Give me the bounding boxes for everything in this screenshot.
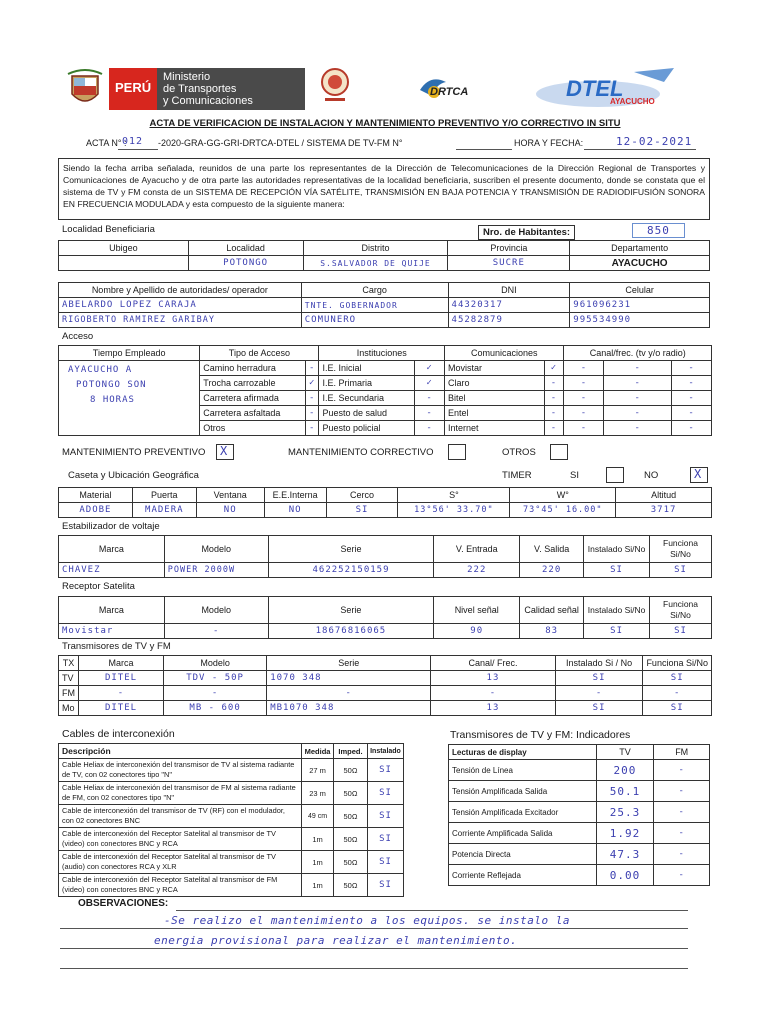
header-modelo: Modelo <box>164 536 268 563</box>
date-label: HORA Y FECHA: <box>514 138 584 148</box>
observaciones-label: OBSERVACIONES: <box>78 898 169 909</box>
timer-no-label: NO <box>644 470 659 481</box>
indicador-row <box>449 823 710 844</box>
ee-interna-value: NO <box>264 503 326 518</box>
autoridad-celular: 995534990 <box>570 313 710 328</box>
indicador-row <box>449 865 710 886</box>
transmisor-canal: 13 <box>431 701 556 716</box>
tiempo-line: 8 HORAS <box>90 395 135 405</box>
peru-logo <box>109 68 157 110</box>
header-lecturas: Lecturas de display <box>449 745 597 760</box>
acceso-canal-c: - <box>672 421 712 436</box>
header-localidad: Localidad <box>188 241 303 256</box>
header-fm: FM <box>654 745 710 760</box>
acceso-tipo: Otros <box>200 421 306 436</box>
acceso-row <box>59 361 712 376</box>
indicador-tv: 1.92 <box>596 823 654 844</box>
indicador-label: Potencia Directa <box>449 844 597 865</box>
acceso-canal-c: - <box>672 391 712 406</box>
correctivo-checkbox[interactable] <box>448 444 466 460</box>
acceso-institucion: I.E. Secundaria <box>319 391 415 406</box>
cable-imped: 50Ω <box>334 782 368 805</box>
receptor-calidad: 83 <box>520 624 584 639</box>
cables-section-label: Cables de interconexión <box>62 728 175 740</box>
acceso-tipo-mark: ✓ <box>306 376 319 391</box>
estabilizador-v-entrada: 222 <box>434 563 520 578</box>
dtel-text: DTEL <box>566 76 624 101</box>
transmisor-marca: DITEL <box>79 701 164 716</box>
ministry-line-2: de Transportes <box>163 83 237 95</box>
cable-row <box>59 782 404 805</box>
autoridades-table <box>58 282 710 328</box>
transmisor-serie: 1070 348 <box>267 671 431 686</box>
cable-instalado: SI <box>367 828 403 851</box>
header-calidad-senal: Calidad señal <box>520 597 584 624</box>
departamento-value: AYACUCHO <box>570 256 710 271</box>
header-celular: Celular <box>570 283 710 298</box>
acceso-comunicacion: Internet <box>445 421 545 436</box>
header-funciona: Funciona Si/No <box>643 656 712 671</box>
header-instalado: Instalado Si/No <box>584 536 650 563</box>
habitantes-value: 850 <box>632 223 685 238</box>
header-tx: TX <box>59 656 79 671</box>
estabilizador-table <box>58 535 712 578</box>
transmisor-instalado: - <box>555 686 643 701</box>
dtel-logo <box>534 66 682 110</box>
header-distrito: Distrito <box>303 241 448 256</box>
header-nombre: Nombre y Apellido de autoridades/ operador <box>59 283 302 298</box>
acceso-canal-c: - <box>672 406 712 421</box>
transmisor-marca: DITEL <box>79 671 164 686</box>
acceso-canal-b: - <box>604 391 672 406</box>
cable-imped: 50Ω <box>334 874 368 897</box>
estabilizador-serie: 462252150159 <box>268 563 434 578</box>
cable-row <box>59 759 404 782</box>
cable-medida: 1m <box>302 874 334 897</box>
receptor-modelo: - <box>164 624 268 639</box>
timer-label: TIMER <box>502 470 532 481</box>
transmisor-row <box>59 701 712 716</box>
indicador-tv: 25.3 <box>596 802 654 823</box>
cable-instalado: SI <box>367 874 403 897</box>
autoridad-cargo: TNTE. GOBERNADOR <box>301 298 448 313</box>
intro-box <box>58 158 710 220</box>
transmisor-tx: Mo <box>59 701 79 716</box>
estabilizador-marca: CHAVEZ <box>59 563 165 578</box>
acceso-comunicacion-mark: - <box>544 406 564 421</box>
transmisor-marca: - <box>79 686 164 701</box>
tiempo-empleado-cell <box>59 361 200 436</box>
cable-descripcion: Cable de interconexión del transmisor de TV (RF) con el modulador, con 02 conectores BNC <box>59 805 302 828</box>
acceso-institucion-mark: ✓ <box>415 361 445 376</box>
receptor-header-row <box>59 597 712 624</box>
acceso-tipo-mark: - <box>306 421 319 436</box>
observaciones-line-1: -Se realizo el mantenimiento a los equipos. se instalo la <box>164 914 570 927</box>
header-ventana: Ventana <box>196 488 264 503</box>
caseta-table <box>58 487 712 518</box>
transmisor-row <box>59 686 712 701</box>
acceso-comunicacion-mark: - <box>544 421 564 436</box>
indicador-label: Tensión Amplificada Salida <box>449 781 597 802</box>
transmisor-modelo: MB - 600 <box>164 701 267 716</box>
indicador-tv: 50.1 <box>596 781 654 802</box>
indicador-row <box>449 781 710 802</box>
acceso-canal-b: - <box>604 406 672 421</box>
tiempo-line: AYACUCHO A <box>68 365 133 375</box>
indicador-tv: 0.00 <box>596 865 654 886</box>
acceso-header-row <box>59 346 712 361</box>
transmisor-funciona: - <box>643 686 712 701</box>
cable-row <box>59 851 404 874</box>
acceso-institucion: Puesto policial <box>319 421 415 436</box>
estabilizador-instalado: SI <box>584 563 650 578</box>
acta-number: 012 <box>122 136 144 147</box>
acceso-tipo: Camino herradura <box>200 361 306 376</box>
header-modelo: Modelo <box>164 597 268 624</box>
indicador-row <box>449 844 710 865</box>
material-value: ADOBE <box>59 503 133 518</box>
header-departamento: Departamento <box>570 241 710 256</box>
document-title: ACTA DE VERIFICACION DE INSTALACION Y MANTENIMIENTO PREVENTIVO Y/O CORRECTIVO IN SITU <box>149 118 621 129</box>
habitantes-label: Nro. de Habitantes: <box>478 225 575 240</box>
acceso-tipo: Carretera asfaltada <box>200 406 306 421</box>
correctivo-label: MANTENIMIENTO CORRECTIVO <box>288 447 434 458</box>
localidad-value-row <box>59 256 710 271</box>
acceso-institucion-mark: ✓ <box>415 376 445 391</box>
timer-si-checkbox[interactable] <box>606 467 624 483</box>
cable-instalado: SI <box>367 851 403 874</box>
cable-medida: 23 m <box>302 782 334 805</box>
header-altitud: Altitud <box>616 488 712 503</box>
acceso-canal-c: - <box>672 361 712 376</box>
acceso-comunicacion-mark: - <box>544 391 564 406</box>
cable-imped: 50Ω <box>334 828 368 851</box>
ventana-value: NO <box>196 503 264 518</box>
indicador-fm: - <box>654 844 710 865</box>
cable-descripcion: Cable de interconexión del Receptor Satelital al transmisor de TV (audio) con conectores RCA y XLR <box>59 851 302 874</box>
header-canal-frec: Canal/ Frec. <box>431 656 556 671</box>
localidad-header-row <box>59 241 710 256</box>
acceso-table <box>58 345 712 436</box>
cable-descripcion: Cable de interconexión del Receptor Satelital al transmisor de TV (video) con conectores BNC y RCA <box>59 828 302 851</box>
cable-medida: 1m <box>302 828 334 851</box>
acceso-comunicacion: Movistar <box>445 361 545 376</box>
indicadores-table <box>448 744 710 886</box>
acceso-canal-c: - <box>672 376 712 391</box>
cable-imped: 50Ω <box>334 851 368 874</box>
header-serie: Serie <box>268 536 434 563</box>
preventivo-checkbox[interactable] <box>216 444 234 460</box>
autoridad-row <box>59 298 710 313</box>
indicador-label: Corriente Reflejada <box>449 865 597 886</box>
altitud-value: 3717 <box>616 503 712 518</box>
transmisor-tx: FM <box>59 686 79 701</box>
estabilizador-header-row <box>59 536 712 563</box>
ubigeo-value <box>59 256 189 271</box>
indicador-label: Tensión Amplificada Excitador <box>449 802 597 823</box>
autoridad-nombre: ABELARDO LOPEZ CARAJA <box>59 298 302 313</box>
header-material: Material <box>59 488 133 503</box>
caseta-value-row <box>59 503 712 518</box>
header-instalado: Instalado <box>367 744 403 759</box>
provincia-value: SUCRE <box>448 256 570 271</box>
header-modelo: Modelo <box>164 656 267 671</box>
acceso-canal-a: - <box>564 421 604 436</box>
ministry-line-3: y Comunicaciones <box>163 95 253 107</box>
indicador-fm: - <box>654 760 710 781</box>
drtca-text: DRTCA <box>430 86 469 98</box>
cable-medida: 27 m <box>302 759 334 782</box>
puerta-value: MADERA <box>132 503 196 518</box>
transmisor-funciona: SI <box>643 701 712 716</box>
acceso-tipo-mark: - <box>306 361 319 376</box>
preventivo-checkbox-mark: X <box>220 444 229 458</box>
header-v-entrada: V. Entrada <box>434 536 520 563</box>
cables-header-row <box>59 744 404 759</box>
acceso-section-label: Acceso <box>62 331 94 342</box>
otros-label: OTROS <box>502 447 536 458</box>
caseta-header-row <box>59 488 712 503</box>
localidad-value: POTONGO <box>188 256 303 271</box>
acceso-tipo: Trocha carrozable <box>200 376 306 391</box>
ministry-logo <box>157 68 305 110</box>
acceso-institucion: I.E. Inicial <box>319 361 415 376</box>
timer-no-checkbox-mark: X <box>694 467 703 481</box>
header-imped: Imped. <box>334 744 368 759</box>
acceso-comunicacion: Bitel <box>445 391 545 406</box>
transmisor-serie: MB1070 348 <box>267 701 431 716</box>
header-marca: Marca <box>59 536 165 563</box>
header-cerco: Cerco <box>326 488 398 503</box>
receptor-nivel: 90 <box>434 624 520 639</box>
date-value: 12-02-2021 <box>616 135 693 148</box>
acta-label: ACTA N° : <box>86 138 127 148</box>
cable-row <box>59 828 404 851</box>
estabilizador-value-row <box>59 563 712 578</box>
header-v-salida: V. Salida <box>520 536 584 563</box>
cable-medida: 49 cm <box>302 805 334 828</box>
header-comunicaciones: Comunicaciones <box>445 346 564 361</box>
cable-descripcion: Cable Heliax de interconexión del transmisor de FM al sistema radiante de FM, con 02 conectores tipo "N" <box>59 782 302 805</box>
acceso-institucion: I.E. Primaria <box>319 376 415 391</box>
transmisor-funciona: SI <box>643 671 712 686</box>
receptor-marca: Movistar <box>59 624 165 639</box>
acceso-comunicacion: Entel <box>445 406 545 421</box>
acceso-comunicacion-mark: ✓ <box>544 361 564 376</box>
acceso-canal-a: - <box>564 406 604 421</box>
estabilizador-v-salida: 220 <box>520 563 584 578</box>
acta-code: -2020-GRA-GG-GRI-DRTCA-DTEL / SISTEMA DE TV-FM N° <box>158 138 403 148</box>
cable-row <box>59 874 404 897</box>
cables-table <box>58 743 404 897</box>
cable-instalado: SI <box>367 805 403 828</box>
receptor-table <box>58 596 712 639</box>
header-serie: Serie <box>267 656 431 671</box>
cable-descripcion: Cable de interconexión del Receptor Satelital al transmisor de FM (video) con conectores BNC y RCA <box>59 874 302 897</box>
header-medida: Medida <box>302 744 334 759</box>
estabilizador-funciona: SI <box>650 563 712 578</box>
latitud-value: 13°56' 33.70" <box>398 503 510 518</box>
indicador-tv: 200 <box>596 760 654 781</box>
header-longitud: W° <box>510 488 616 503</box>
header-nivel-senal: Nivel señal <box>434 597 520 624</box>
transmisor-row <box>59 671 712 686</box>
header-latitud: S° <box>398 488 510 503</box>
header-descripcion: Descripción <box>59 744 302 759</box>
acceso-comunicacion-mark: - <box>544 376 564 391</box>
header-instalado: Instalado Si/No <box>584 597 650 624</box>
transmisores-header-row <box>59 656 712 671</box>
cable-descripcion: Cable Heliax de interconexión del transmisor de TV al sistema radiante de TV, con 02 conectores tipo "N" <box>59 759 302 782</box>
cerco-value: SI <box>326 503 398 518</box>
transmisor-tx: TV <box>59 671 79 686</box>
header-canal-frec: Canal/frec. (tv y/o radio) <box>564 346 712 361</box>
header-funciona: Funciona Si/No <box>650 597 712 624</box>
transmisor-serie: - <box>267 686 431 701</box>
acceso-canal-b: - <box>604 376 672 391</box>
header-cargo: Cargo <box>301 283 448 298</box>
otros-checkbox[interactable] <box>550 444 568 460</box>
acceso-tipo-mark: - <box>306 391 319 406</box>
header-puerta: Puerta <box>132 488 196 503</box>
indicador-fm: - <box>654 865 710 886</box>
transmisor-canal: - <box>431 686 556 701</box>
cable-row <box>59 805 404 828</box>
indicador-tv: 47.3 <box>596 844 654 865</box>
acceso-canal-a: - <box>564 376 604 391</box>
acceso-institucion: Puesto de salud <box>319 406 415 421</box>
tiempo-line: POTONGO SON <box>76 380 147 390</box>
peru-text: PERÚ <box>115 80 152 95</box>
timer-no-checkbox[interactable] <box>690 467 708 483</box>
indicador-label: Tensión de Línea <box>449 760 597 781</box>
receptor-value-row <box>59 624 712 639</box>
observaciones-line-2: energia provisional para realizar el mantenimiento. <box>154 934 518 947</box>
header-instalado: Instalado Si / No <box>555 656 643 671</box>
indicador-fm: - <box>654 823 710 844</box>
cable-imped: 50Ω <box>334 759 368 782</box>
acceso-canal-a: - <box>564 391 604 406</box>
header-provincia: Provincia <box>448 241 570 256</box>
acceso-institucion-mark: - <box>415 406 445 421</box>
indicadores-section-label: Transmisores de TV y FM: Indicadores <box>450 729 631 741</box>
acceso-institucion-mark: - <box>415 391 445 406</box>
header-ubigeo: Ubigeo <box>59 241 189 256</box>
autoridad-nombre: RIGOBERTO RAMIREZ GARIBAY <box>59 313 302 328</box>
acceso-canal-b: - <box>604 421 672 436</box>
acceso-canal-a: - <box>564 361 604 376</box>
estabilizador-modelo: POWER 2000W <box>164 563 268 578</box>
indicador-fm: - <box>654 802 710 823</box>
distrito-value: S.SALVADOR DE QUIJE <box>303 256 448 271</box>
indicador-row <box>449 802 710 823</box>
indicador-fm: - <box>654 781 710 802</box>
autoridad-row <box>59 313 710 328</box>
header-tv: TV <box>596 745 654 760</box>
transmisores-section-label: Transmisores de TV y FM <box>62 641 171 652</box>
regional-seal-icon <box>319 66 351 104</box>
header-tipo-acceso: Tipo de Acceso <box>200 346 319 361</box>
receptor-funciona: SI <box>650 624 712 639</box>
acceso-comunicacion: Claro <box>445 376 545 391</box>
longitud-value: 73°45' 16.00" <box>510 503 616 518</box>
indicadores-header-row <box>449 745 710 760</box>
ministry-line-1: Ministerio <box>163 71 211 83</box>
transmisor-modelo: TDV - 50P <box>164 671 267 686</box>
header-funciona: Funciona Si/No <box>650 536 712 563</box>
header-marca: Marca <box>79 656 164 671</box>
drtca-logo <box>412 72 484 108</box>
transmisores-table <box>58 655 712 716</box>
preventivo-label: MANTENIMIENTO PREVENTIVO <box>62 447 206 458</box>
estabilizador-section-label: Estabilizador de voltaje <box>62 521 160 532</box>
autoridad-dni: 45282879 <box>448 313 570 328</box>
autoridad-dni: 44320317 <box>448 298 570 313</box>
autoridad-cargo: COMUNERO <box>301 313 448 328</box>
autoridades-header-row <box>59 283 710 298</box>
transmisor-instalado: SI <box>555 701 643 716</box>
receptor-instalado: SI <box>584 624 650 639</box>
transmisor-canal: 13 <box>431 671 556 686</box>
intro-text: Siendo la fecha arriba señalada, reunidos de una parte los representantes de la Dirección de Telecomunicaciones de la Dirección Regional de Transportes y Comunicaciones de Ayacucho y de otra parte las autoridades representativas de la localidad beneficiaria, suscriben el presente documento, donde se constata que el sistema de TV y FM consta de un SISTEMA DE RECEPCIÓN VÍA SATÉLITE, TRANSMISIÓN EN BAJA POTENCIA Y TRANSMISIÓN DE RADIODIFUSIÓN SONORA EN FRECUENCIA MODULADA y esta compuesto de la siguiente manera: <box>63 163 705 209</box>
acceso-tipo-mark: - <box>306 406 319 421</box>
acceso-canal-b: - <box>604 361 672 376</box>
localidad-section-label: Localidad Beneficiaria <box>62 224 155 235</box>
header-tiempo: Tiempo Empleado <box>59 346 200 361</box>
transmisor-instalado: SI <box>555 671 643 686</box>
receptor-serie: 18676816065 <box>268 624 434 639</box>
cable-medida: 1m <box>302 851 334 874</box>
peru-coat-of-arms-icon <box>66 68 104 110</box>
caseta-section-label: Caseta y Ubicación Geográfica <box>68 470 199 481</box>
cable-instalado: SI <box>367 759 403 782</box>
autoridad-celular: 961096231 <box>570 298 710 313</box>
indicador-label: Corriente Amplificada Salida <box>449 823 597 844</box>
timer-si-label: SI <box>570 470 579 481</box>
receptor-section-label: Receptor Satelita <box>62 581 135 592</box>
indicador-row <box>449 760 710 781</box>
cable-instalado: SI <box>367 782 403 805</box>
header-ee-interna: E.E.Interna <box>264 488 326 503</box>
localidad-table <box>58 240 710 271</box>
acceso-institucion-mark: - <box>415 421 445 436</box>
header-serie: Serie <box>268 597 434 624</box>
acceso-tipo: Carretera afirmada <box>200 391 306 406</box>
dtel-ayacucho-text: AYACUCHO <box>610 97 655 106</box>
header-instituciones: Instituciones <box>319 346 445 361</box>
transmisor-modelo: - <box>164 686 267 701</box>
header-dni: DNI <box>448 283 570 298</box>
header-marca: Marca <box>59 597 165 624</box>
cable-imped: 50Ω <box>334 805 368 828</box>
